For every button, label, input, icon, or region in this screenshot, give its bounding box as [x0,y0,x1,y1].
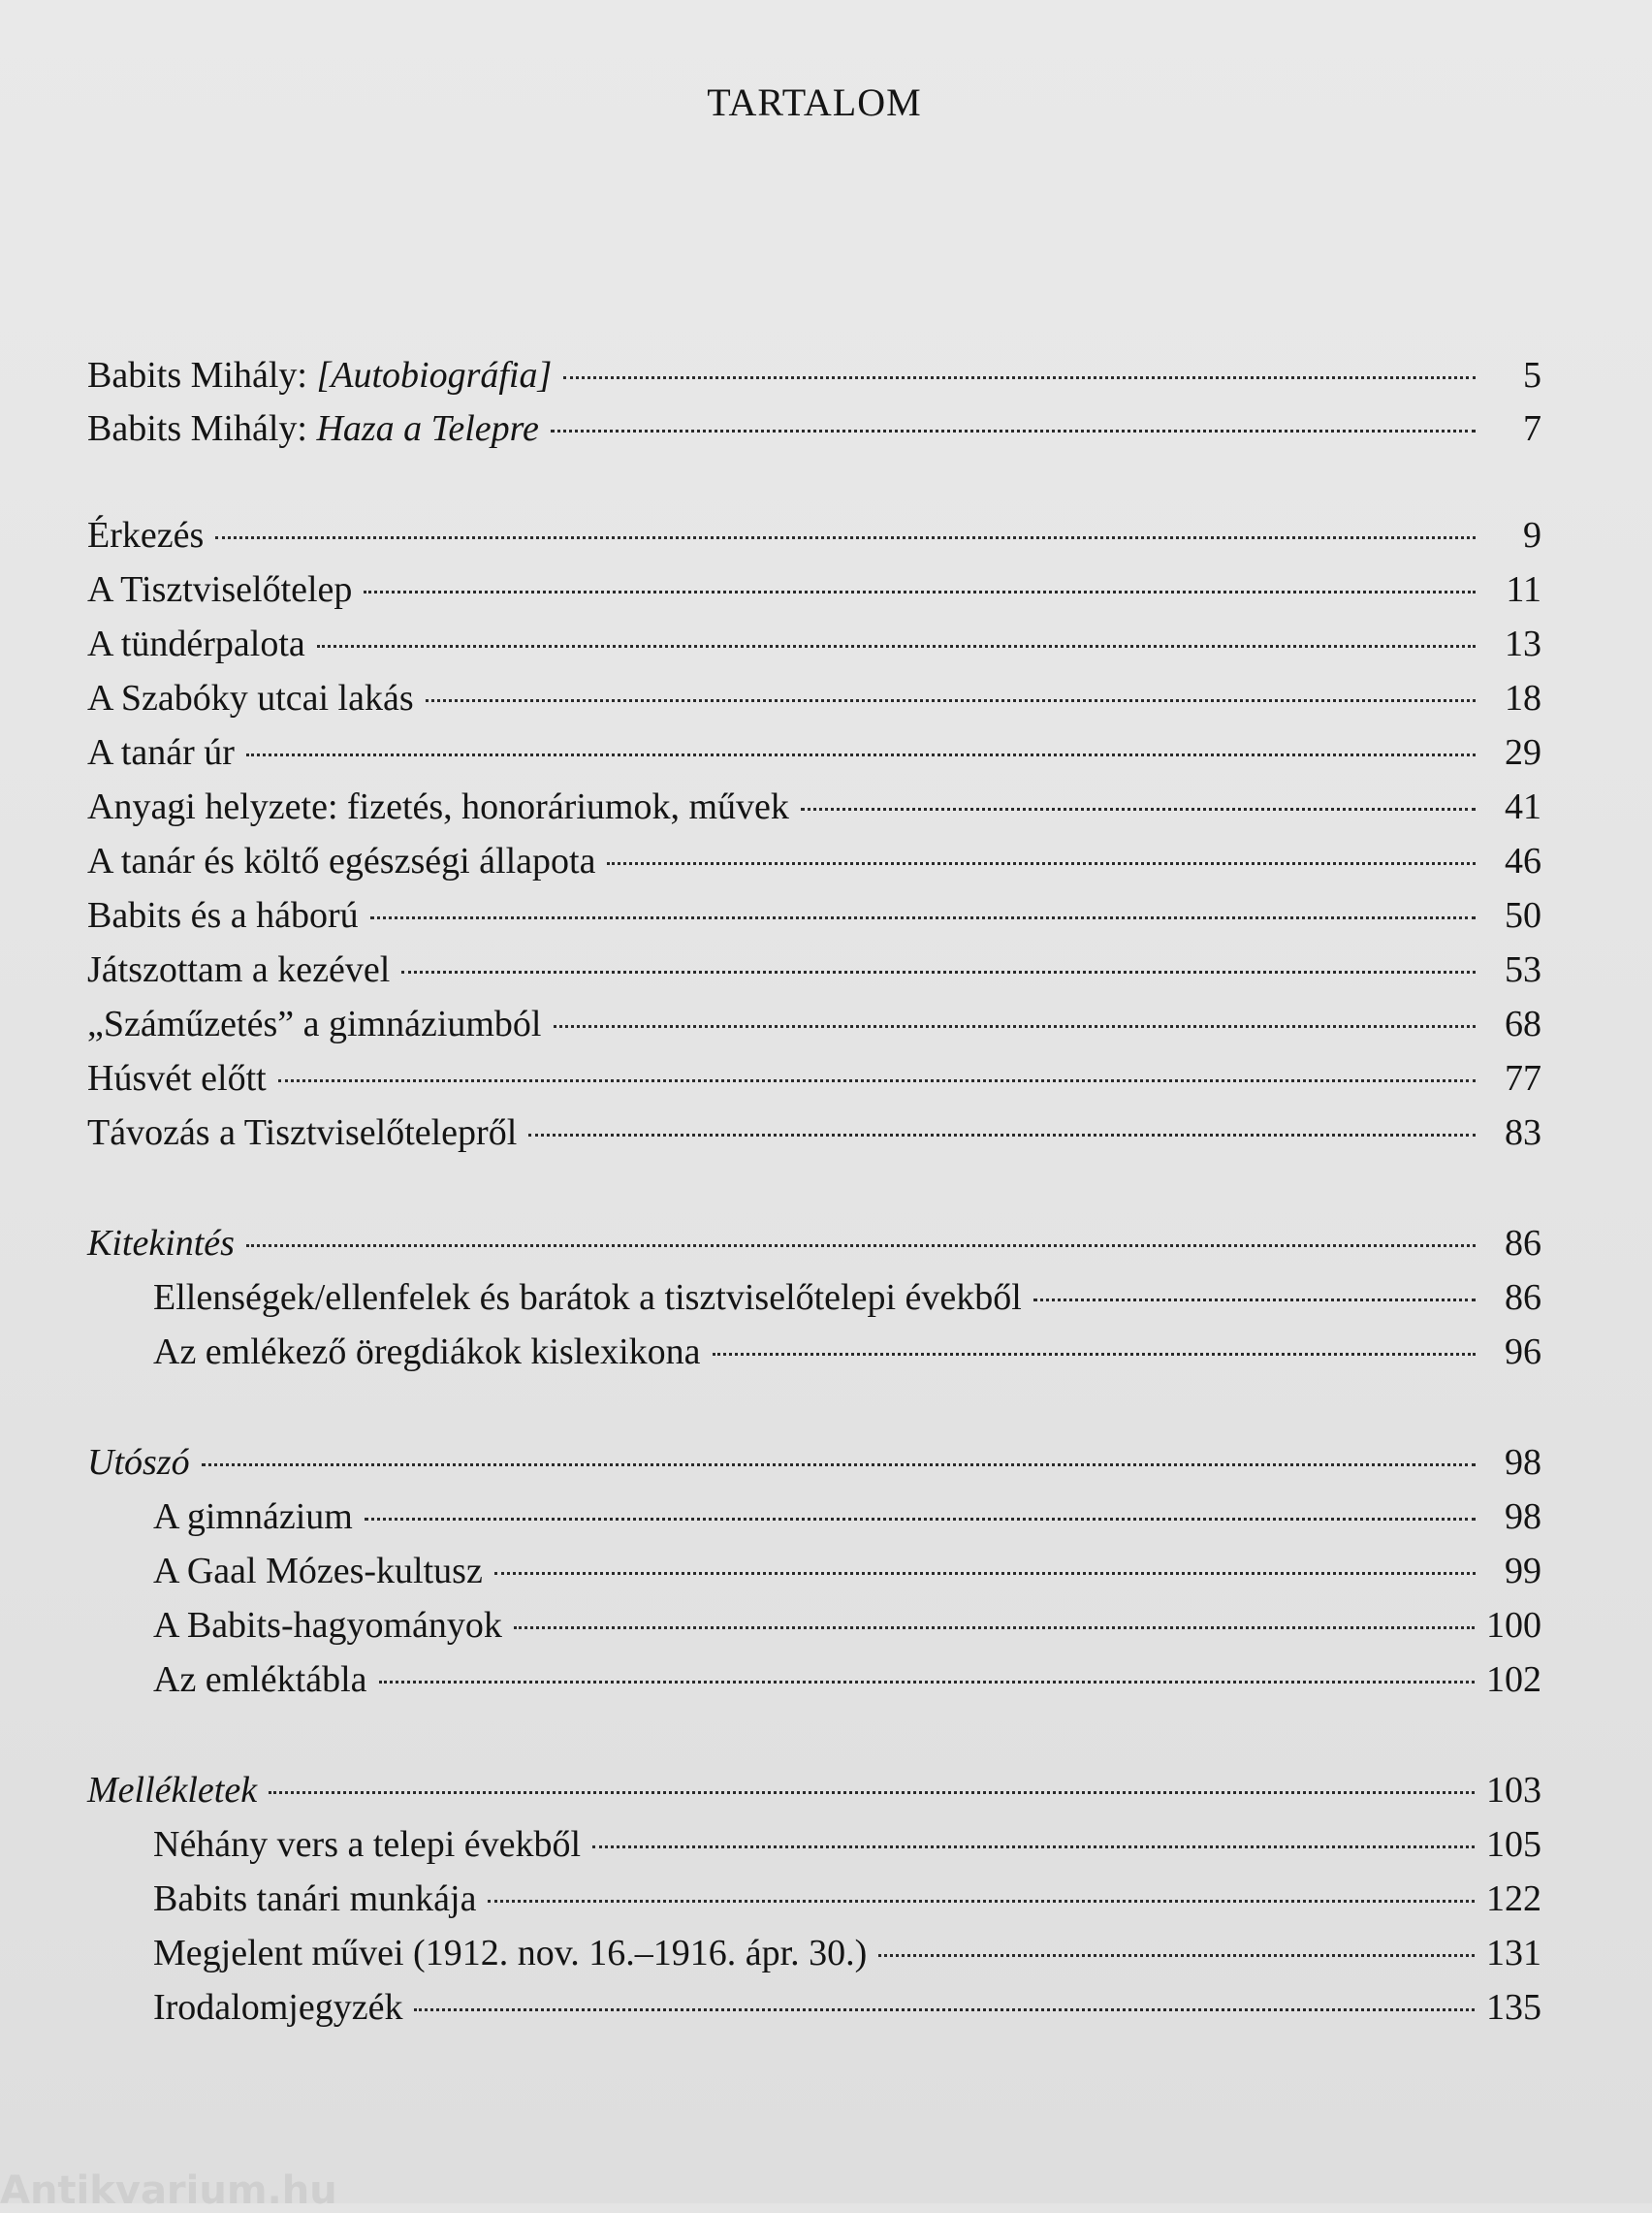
page-number: 105 [1486,1824,1541,1865]
toc-label: Babits és a háború [87,895,359,936]
page-number: 135 [1486,1987,1541,2028]
page-number: 83 [1505,1112,1541,1153]
toc-entry [87,677,1541,729]
leader-dots [878,1954,1475,1957]
page-number: 98 [1505,1496,1541,1537]
page-number: 96 [1505,1331,1541,1372]
page-number: 103 [1486,1770,1541,1811]
toc-label: Utószó [87,1442,190,1483]
toc-section [87,1222,1541,1274]
toc-label: A tündérpalota [87,624,305,664]
toc-entry [87,568,1541,621]
page-number: 18 [1505,678,1541,719]
page-number: 50 [1505,895,1541,936]
toc-label: Kitekintés [87,1223,235,1264]
toc-entry [87,840,1541,892]
leader-dots [215,536,1476,539]
leader-dots [202,1463,1476,1466]
leader-dots [365,1518,1476,1521]
toc-label: A Gaal Mózes-kultusz [153,1551,483,1591]
toc-subentry [153,1986,1541,2038]
leader-dots [713,1353,1476,1356]
page-number: 68 [1505,1004,1541,1044]
toc-label: Az emlékező öregdiákok kislexikona [153,1331,701,1372]
page-number: 86 [1505,1277,1541,1318]
watermark: Antikvarium.hu [0,2168,337,2213]
leader-dots [414,2008,1475,2011]
toc-subentry [153,1658,1541,1711]
page-number: 41 [1505,786,1541,827]
toc-subentry [153,1495,1541,1548]
toc-label: „Száműzetés” a gimnáziumból [87,1004,542,1044]
toc-section [87,1441,1541,1493]
toc-label: A Tisztviselőtelep [87,569,353,610]
leader-dots [563,376,1476,379]
toc-label: Mellékletek [87,1770,258,1811]
toc-section [87,1769,1541,1821]
toc-entry [87,1111,1541,1164]
toc-entry [87,354,1541,406]
leader-dots [246,1244,1476,1247]
page-number: 53 [1505,949,1541,990]
page-number: 29 [1505,732,1541,773]
toc-entry [87,1057,1541,1109]
page-number: 100 [1486,1605,1541,1646]
leader-dots [551,430,1476,433]
toc-subentry [153,1604,1541,1656]
page-number: 131 [1486,1933,1541,1973]
toc-label: Babits Mihály: [Autobiográfia] [87,355,553,396]
toc-subentry [153,1550,1541,1602]
page-number: 46 [1505,841,1541,882]
toc-label: Néhány vers a telepi évekből [153,1824,582,1865]
toc-label: Babits tanári munkája [153,1878,477,1919]
toc-subentry [153,1932,1541,1984]
leader-dots [1033,1299,1476,1301]
leader-dots [528,1134,1476,1137]
page-number: 7 [1523,408,1541,449]
toc-label: A tanár és költő egészségi állapota [87,841,596,882]
toc-entry [87,623,1541,675]
page-number: 98 [1505,1442,1541,1483]
toc-entry [87,407,1541,460]
page-number: 13 [1505,624,1541,664]
toc-entry [87,894,1541,946]
page-number: 77 [1505,1058,1541,1099]
page-title: TARTALOM [707,80,922,124]
leader-dots [592,1845,1475,1848]
toc-subentry [153,1823,1541,1876]
toc-label: Játszottam a kezével [87,949,391,990]
leader-dots [269,1791,1475,1794]
toc-label: Húsvét előtt [87,1058,267,1099]
toc-label: Távozás a Tisztviselőtelepről [87,1112,518,1153]
toc-subentry [153,1276,1541,1329]
page-number: 102 [1486,1659,1541,1700]
leader-dots [607,862,1476,865]
toc-label: Az emléktábla [153,1659,367,1700]
leader-dots [370,916,1476,919]
toc-label: A tanár úr [87,732,235,773]
leader-dots [514,1626,1475,1629]
leader-dots [801,808,1476,811]
page-number: 9 [1523,515,1541,556]
leader-dots [494,1572,1476,1575]
toc-subentry [153,1877,1541,1930]
page-number: 86 [1505,1223,1541,1264]
toc-label: Ellenségek/ellenfelek és barátok a tisztviselőtelepi évekből [153,1277,1022,1318]
toc-label: Érkezés [87,515,205,556]
toc-label: Anyagi helyzete: fizetés, honoráriumok, művek [87,786,789,827]
toc-label: A gimnázium [153,1496,353,1537]
toc-entry [87,731,1541,784]
leader-dots [364,591,1476,593]
toc-entry [87,786,1541,838]
toc-entry [87,514,1541,566]
leader-dots [379,1681,1475,1684]
page-number: 99 [1505,1551,1541,1591]
toc-label: Megjelent művei (1912. nov. 16.–1916. ápr. 30.) [153,1933,868,1973]
toc-subentry [153,1331,1541,1383]
page-number: 122 [1486,1878,1541,1919]
leader-dots [426,699,1476,702]
toc-entry [87,948,1541,1001]
page-number: 5 [1523,355,1541,396]
leader-dots [246,754,1476,756]
toc-label: A Babits-hagyományok [153,1605,502,1646]
leader-dots [401,971,1476,974]
leader-dots [554,1025,1477,1028]
page-number: 11 [1506,569,1541,610]
toc-label: A Szabóky utcai lakás [87,678,414,719]
leader-dots [317,645,1476,648]
leader-dots [278,1079,1476,1082]
toc-label: Babits Mihály: Haza a Telepre [87,408,539,449]
toc-entry [87,1003,1541,1055]
leader-dots [488,1900,1475,1903]
toc-label: Irodalomjegyzék [153,1987,403,2028]
